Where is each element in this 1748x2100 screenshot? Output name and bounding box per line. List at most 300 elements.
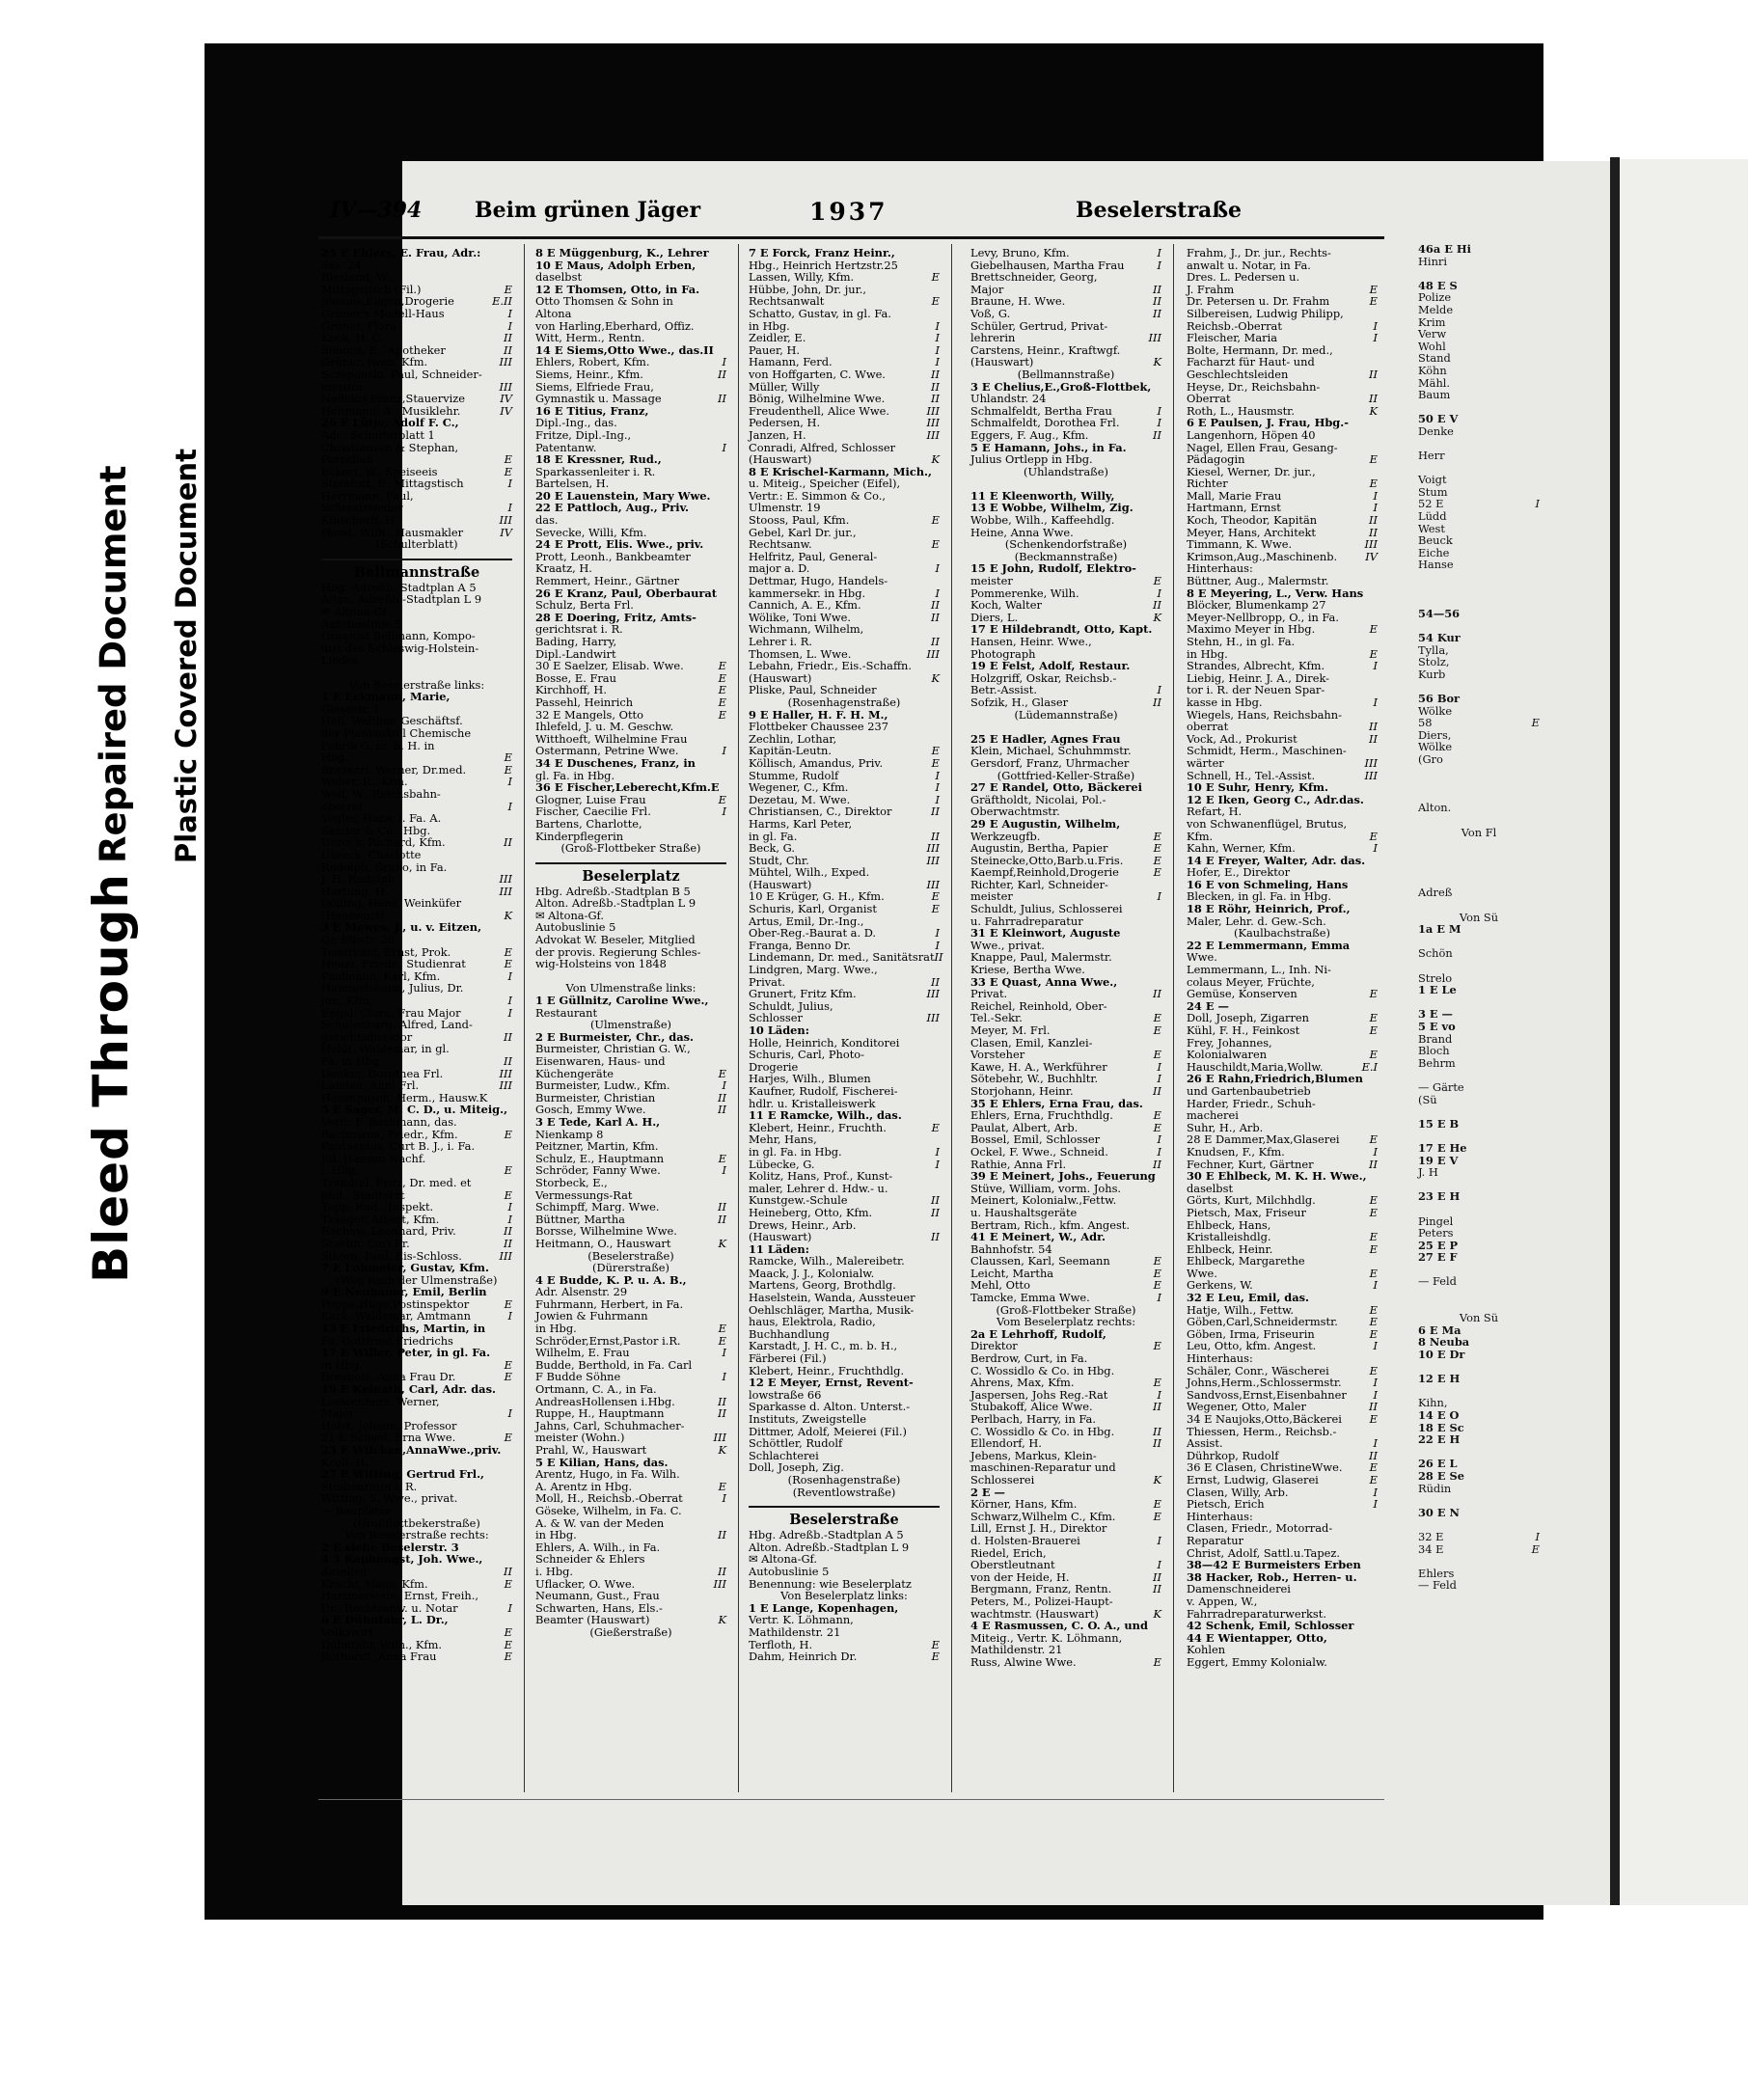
directory-entry-line: 54—56 <box>1418 606 1461 620</box>
directory-entry-line: anwalt u. Notar, in Fa. <box>1187 258 1311 272</box>
directory-entry-line: Zechlin, Lothar, <box>749 731 837 746</box>
directory-entry-line: Engel, Clara, Frau Major I <box>321 1005 512 1020</box>
directory-entry-line: Lindemann, Dr. med., Sanitätsrat II <box>749 950 943 965</box>
directory-entry-line: gerichtsdirektor II <box>321 1029 512 1044</box>
directory-entry-line <box>1418 571 1540 584</box>
directory-entry-line: Klebert, Heinr., Fruchth. E <box>749 1120 940 1134</box>
directory-entry-line: Sander & Co., Hbg. <box>321 823 431 837</box>
directory-entry-line: Eggers, F. Aug., Kfm. II <box>970 427 1161 442</box>
directory-entry-line: (Großflottbekerstraße) <box>353 1515 480 1530</box>
directory-entry-line: Von Beselerstraße rechts: <box>344 1528 489 1542</box>
directory-entry-line: daselbst <box>1187 1181 1234 1195</box>
directory-entry-line: der Planktokoll Chemische <box>321 725 472 740</box>
directory-entry-line: (Beckmannstraße) <box>1014 549 1118 563</box>
directory-entry-line: Vorsteher E <box>970 1048 1161 1062</box>
directory-entry-line: Bönig, Wilhelmine Wwe. II <box>749 392 940 406</box>
directory-entry-line: 3 E Mewes, J., u. v. Eitzen, <box>321 920 482 935</box>
directory-entry-line: Alton. <box>1418 801 1452 815</box>
directory-entry-line: Dahm, Heinrich Dr. E <box>749 1650 940 1664</box>
directory-entry-line: (Hauswart) K <box>970 355 1161 369</box>
directory-entry-line: 8 E Müggenburg, K., Lehrer <box>535 246 709 259</box>
directory-entry-line: Von Fl <box>1461 825 1497 839</box>
street-heading: Bellmannstraße <box>321 559 512 582</box>
directory-entry-line: Fischer, Caecilie Frl. I <box>535 805 726 819</box>
directory-entry-line: Krimson,Aug.,Maschinenb. IV <box>1187 549 1378 563</box>
directory-entry-line: Rüdin <box>1418 1481 1452 1495</box>
directory-entry-line: Liebig, Heinr. J. A., Direk- <box>1187 670 1330 685</box>
directory-entry-line: Giesestr. 1 <box>321 701 381 716</box>
directory-entry-line <box>1418 960 1540 972</box>
directory-entry-line: Porzellan E <box>321 452 512 467</box>
directory-entry-line: Jowien & Fuhrmann <box>535 1309 648 1323</box>
directory-entry-line: Strandes, Albrecht, Kfm. I <box>1187 659 1378 673</box>
directory-entry-line: Schwarten, Hans, Els.- <box>535 1600 663 1615</box>
directory-entry-line: — Feld <box>1418 1578 1457 1593</box>
directory-entry-line <box>1418 584 1540 596</box>
directory-entry-line: Terfloth, H. E <box>749 1637 940 1651</box>
directory-entry-line: Schmidt, Herm., Maschinen- <box>1187 744 1347 758</box>
directory-entry-line: Kiesel, Werner, Dr. jur., <box>1187 464 1316 478</box>
directory-entry-line: Mittagstisch (Fil.) E <box>321 282 512 296</box>
directory-entry-line: Direktor E <box>970 1339 1161 1353</box>
directory-entry-line: 12 E Thomsen, Otto, in Fa. <box>535 282 700 296</box>
directory-entry-line: Bergmann, Franz, Rentn. II <box>970 1582 1161 1596</box>
directory-entry-line: Leu, Otto, kfm. Angest. I <box>1187 1339 1378 1353</box>
directory-entry-line: Restaurant <box>535 1005 598 1020</box>
directory-entry-line: Wiegels, Hans, Reichsbahn- <box>1187 707 1342 722</box>
directory-entry-line: Göben,Carl,Schneidermstr. E <box>1187 1315 1378 1329</box>
directory-entry-line: Storbeck, E., <box>535 1175 608 1189</box>
directory-entry-line: Uszeck, Charlotte <box>321 847 422 861</box>
directory-entry-line: 39 E Meinert, Johs., Feuerung <box>970 1169 1156 1184</box>
directory-entry-line: Fritze, Dipl.-Ing., <box>535 427 632 442</box>
directory-entry-line: Pantaenius, Curt B. J., i. Fa. <box>321 1139 476 1154</box>
directory-entry-line: Franga, Benno Dr. I <box>749 938 940 952</box>
directory-entry-line: Holle, Heinrich, Konditorei <box>749 1035 900 1050</box>
directory-entry-line: Fabrik G. m. b. H. in <box>321 738 435 752</box>
directory-entry-line: Wobbe, Wilh., Kaffeehdlg. <box>970 513 1115 528</box>
directory-entry-line <box>1418 1494 1540 1507</box>
directory-entry-line: Hatje, Wilh., Fettw. E <box>1187 1302 1378 1317</box>
directory-entry-line: Hbg. Adreßb.-Stadtplan A 5 <box>749 1528 904 1542</box>
directory-entry-line: Wilhelm, E. Frau I <box>535 1346 726 1360</box>
directory-entry-line: 7 E Lohmeier, Gustav, Kfm. <box>321 1261 489 1275</box>
directory-entry-line: Kroll, H. <box>321 1455 369 1469</box>
directory-entry-line: Prott, Leonh., Bankbeamter <box>535 549 691 563</box>
directory-entry-line: J. H. Rudolph III <box>321 872 512 886</box>
directory-entry-line: Hbg. E <box>321 750 512 765</box>
directory-entry-line: Drogerie <box>749 1059 799 1074</box>
directory-entry-line: Von Beselerstraße links: <box>348 677 485 692</box>
directory-entry-line: Hell, Walther, Geschäftsf. <box>321 714 463 728</box>
directory-entry-line: Maximo Meyer in Hbg. E <box>1187 622 1378 637</box>
directory-entry-line: West <box>1418 521 1445 535</box>
directory-entry-line: A. Arentz in Hbg. E <box>535 1479 726 1493</box>
directory-entry-line: Silbereisen, Ludwig Philipp, <box>1187 306 1344 320</box>
directory-entry-line: Harms, Karl Peter, <box>749 816 853 831</box>
directory-entry-line: 21 E Scheel, Erna Wwe. E <box>321 1431 512 1445</box>
directory-entry-line: Stüve, William, vorm. Johs. <box>970 1181 1122 1195</box>
directory-entry-line: Lindgren, Marg. Wwe., <box>749 963 878 977</box>
directory-entry-line: d. Holsten-Brauerei I <box>970 1533 1161 1547</box>
directory-entry-line: Meyer, M. Frl. E <box>970 1023 1161 1037</box>
directory-entry-line: Mall, Marie Frau I <box>1187 488 1378 503</box>
directory-entry-line: (Gießerstraße) <box>589 1624 672 1639</box>
directory-entry-line: Remmert, Heinr., Gärtner <box>535 574 680 588</box>
directory-entry-line: Hartmann, Ernst I <box>1187 501 1378 515</box>
directory-entry-line: Schöttler, Rudolf <box>749 1436 843 1451</box>
directory-entry-line: Stumme, Rudolf I <box>749 768 940 782</box>
directory-entry-line: in Hbg. E <box>1187 646 1378 661</box>
directory-entry-line: Riedel, Erich, <box>970 1545 1047 1560</box>
directory-entry-line: Levy, Bruno, Kfm. I <box>970 246 1161 259</box>
directory-entry-line: Sczepanski, Paul, Schneider- <box>321 367 482 381</box>
directory-entry-line: Bossel, Emil, Schlosser I <box>970 1132 1161 1147</box>
directory-entry-line: Burmeister, Christian G. W., <box>535 1042 691 1056</box>
directory-entry-line: Cannich, A. E., Kfm. II <box>749 598 940 613</box>
directory-entry-line: Trendtel, Fritz, Dr. med. et <box>321 1175 472 1189</box>
directory-entry-line: Nagel, Ellen Frau, Gesang- <box>1187 440 1338 454</box>
directory-entry-line: Kühl, F. H., Feinkost E <box>1187 1023 1378 1037</box>
directory-entry-line: Mathildenstr. 21 <box>749 1624 841 1639</box>
directory-entry-line: Ernst, Ludwig, Glaserei E <box>1187 1472 1378 1486</box>
directory-entry-line: Schwarz,Wilhelm C., Kfm. E <box>970 1509 1161 1523</box>
directory-entry-line: 13 E Wobbe, Wilhelm, Zig. <box>970 501 1133 515</box>
directory-entry-line: Berdrow, Curt, in Fa. <box>970 1351 1088 1366</box>
directory-entry-line: Carstens, Heinr., Kraftwgf. <box>970 342 1121 357</box>
directory-entry-line: Helfritz, Paul, General- <box>749 549 878 563</box>
directory-entry-line: Göben, Irma, Friseurin E <box>1187 1326 1378 1341</box>
directory-entry-line: 24 E Prott, Elis. Wwe., priv. <box>535 537 704 552</box>
directory-entry-line: 8 Neuba <box>1418 1335 1470 1350</box>
directory-entry-line: Rechtsanwalt E <box>749 294 940 309</box>
directory-entry-line: Dres. L. Pedersen u. <box>1187 270 1300 285</box>
directory-entry-line: major a. D. I <box>749 561 940 576</box>
directory-entry-line: Meinert, Kolonialw.,Fettw. <box>970 1193 1117 1208</box>
directory-entry-line: 58 E <box>1418 716 1540 730</box>
directory-entry-line: Borsse, Wilhelmine Wwe. <box>535 1224 677 1239</box>
directory-entry-line: (Rosenhagenstraße) <box>787 695 901 709</box>
directory-entry-line: Gräftholdt, Nicolai, Pol.- <box>970 792 1106 806</box>
directory-entry-line: Ahrens, Max, Kfm. E <box>970 1376 1161 1390</box>
directory-entry-line: Dr., Rechtsanw. u. Notar I <box>321 1600 512 1615</box>
directory-entry-line: Kristalleishdlg. E <box>1187 1230 1378 1244</box>
directory-entry-line: 16 E Titius, Franz, <box>535 403 649 418</box>
directory-entry-line: Simons, E., Apotheker II <box>321 342 512 357</box>
directory-entry-line: Dezetau, M. Wwe. I <box>749 792 940 806</box>
directory-entry-line: Sparkasse d. Alton. Unterst.- <box>749 1400 911 1414</box>
directory-entry-line <box>1418 862 1540 875</box>
directory-entry-line: Vom Beselerplatz rechts: <box>996 1315 1136 1329</box>
directory-entry-line: in Hbg. E <box>535 1322 726 1336</box>
directory-entry-line: 5 E Sager, M. C. D., u. Miteig., <box>321 1103 508 1117</box>
directory-entry-line: 2 E siehe Beselerstr. 3 <box>321 1540 459 1554</box>
directory-entry-line: Privat. II <box>749 974 940 989</box>
directory-entry-line: Schmalfeldt, Bertha Frau I <box>970 403 1161 418</box>
directory-entry-line: Kunstgew.-Schule II <box>749 1193 940 1208</box>
directory-entry-line: Richter, Karl, Schneider- <box>970 877 1108 891</box>
directory-entry-line: Maler, Lehr. d. Gew.-Sch. <box>1187 914 1326 928</box>
directory-entry-line: 1 E Lange, Kopenhagen, <box>749 1600 899 1615</box>
directory-entry-line: (Groß-Flottbeker Straße) <box>560 841 701 856</box>
directory-entry-line: 1 E Eckmann, Marie, <box>321 690 451 704</box>
directory-entry-line: Wegener, Otto, Maler II <box>1187 1400 1378 1414</box>
directory-entry-line: Schulz, E., Hauptmann E <box>535 1151 726 1165</box>
directory-entry-line: Miteig., Vertr. K. Löhmann, <box>970 1630 1123 1645</box>
directory-entry-line: 19 E Kelnath, Carl, Adr. das. <box>321 1382 496 1397</box>
directory-entry-line: Lemmermann, L., Inh. Ni- <box>1187 963 1331 977</box>
directory-entry-line: Pingel <box>1418 1214 1454 1228</box>
directory-entry-line: Schneider & Ehlers <box>535 1552 645 1567</box>
directory-entry-line: nist des Schleswig-Holstein- <box>321 641 479 655</box>
directory-entry-line: Privat. II <box>970 987 1161 1001</box>
directory-entry-line: Lassen, Willy, Kfm. E <box>749 270 940 285</box>
directory-entry-line: Clasen, Willy, Arb. I <box>1187 1485 1378 1499</box>
directory-entry-line: Lebahn, Friedr., Eis.-Schaffn. <box>749 659 913 673</box>
directory-entry-line: Ihlefeld, J. u. M. Geschw. <box>535 720 674 734</box>
directory-entry-line: Major II <box>970 282 1161 296</box>
directory-entry-line: Wichmann, Wilhelm, <box>749 622 864 637</box>
directory-column-1 <box>321 247 512 1790</box>
directory-entry-line: Sötebehr, W., Buchhltr. I <box>970 1072 1161 1086</box>
directory-entry-line: 5 E vo <box>1418 1020 1456 1033</box>
directory-entry-line: Leicht, Martha E <box>970 1266 1161 1280</box>
directory-entry-line: Clasen, Friedr., Motorrad- <box>1187 1521 1333 1536</box>
directory-entry-line: 25 E Hadler, Agnes Frau <box>970 731 1121 746</box>
directory-entry-line: Teuerkauf, Ernst, Prok. E <box>321 944 512 959</box>
directory-entry-line: Rudolph, Bruno, in Fa. <box>321 859 448 874</box>
directory-entry-line: Burmeister, Ludw., Kfm. I <box>535 1078 726 1093</box>
directory-entry-line: Fa. in Hbg. II <box>321 1054 512 1068</box>
directory-entry-line: Oberwachtmstr. <box>970 805 1060 819</box>
directory-entry-line: 17 E He <box>1418 1140 1467 1155</box>
directory-entry-line: Hammerstein, Ernst, Freih., <box>321 1589 478 1603</box>
directory-entry-line: Martens, Georg, Brothdlg. <box>749 1278 896 1293</box>
directory-entry-line: meister III <box>321 379 512 394</box>
directory-entry-line: Schatto, Gustav, in gl. Fa. <box>749 306 891 320</box>
directory-entry-line: Schuris, Carl, Photo- <box>749 1048 865 1062</box>
directory-entry-line: Schröder, Fanny Wwe. I <box>535 1163 726 1178</box>
directory-entry-line: Strelo <box>1418 970 1453 985</box>
directory-entry-line: 34 E Naujoks,Otto,Bäckerei E <box>1187 1412 1378 1426</box>
directory-entry-line: Bolte, Hermann, Dr. med., <box>1187 342 1333 357</box>
directory-entry-line: AndreasHollensen i.Hbg. II <box>535 1394 726 1408</box>
directory-entry-line: Ostermann, Petrine Wwe. I <box>535 744 726 758</box>
directory-entry-line: Janzen, H. III <box>749 427 940 442</box>
directory-entry-line: Wölke <box>1418 703 1453 718</box>
directory-entry-line: Blöcker, Blumenkamp 27 <box>1187 598 1326 613</box>
directory-entry-line: Frey, Johannes, <box>1187 1035 1272 1050</box>
directory-entry-line: Vock, Ad., Prokurist II <box>1187 731 1378 746</box>
directory-entry-line: Clasen, Emil, Kanzlei- <box>970 1035 1093 1050</box>
directory-entry-line: Ellendorf, H. II <box>970 1436 1161 1451</box>
directory-entry-line: Kapitän-Leutn. E <box>749 744 940 758</box>
directory-entry-line: — Gärte <box>1418 1079 1464 1094</box>
directory-entry-line: Paulmann, Karl, Kfm. I <box>321 968 512 983</box>
directory-entry-line: Jebens, Markus, Klein- <box>970 1448 1097 1462</box>
directory-entry-line: 34 E Duschenes, Franz, in <box>535 755 696 770</box>
directory-entry-line: Heyse, Dr., Reichsbahn- <box>1187 379 1321 394</box>
directory-entry-line: 36 E Clasen, ChristineWwe. E <box>1187 1460 1378 1475</box>
plastic-covered-label: Plastic Covered Document <box>170 449 203 863</box>
directory-entry-line: Christiansen, C., Direktor II <box>749 805 940 819</box>
directory-entry-line: macherei <box>1187 1108 1239 1123</box>
directory-entry-line: 11 E Ramcke, Wilh., das. <box>749 1108 902 1123</box>
directory-entry-line: Frahm, J., Dr. jur., Rechts- <box>1187 246 1331 259</box>
directory-entry-line: 12 E Iken, Georg C., Adr.das. <box>1187 792 1364 806</box>
directory-entry-line: Hummelsheim, Julius, Dr. <box>321 981 464 995</box>
directory-entry-line: Siems, Heinr., Kfm. II <box>535 367 726 381</box>
directory-entry-line: Knudsen, F., Kfm. I <box>1187 1144 1378 1159</box>
directory-entry-line: Passehl, Heinrich E <box>535 695 726 709</box>
directory-column-4 <box>970 247 1161 1790</box>
directory-entry-line: 15 E B <box>1418 1116 1460 1131</box>
directory-entry-line: jur., Kfm. I <box>321 994 512 1008</box>
directory-entry-line: Beuck <box>1418 533 1453 548</box>
directory-entry-line: J. Frahm E <box>1187 282 1378 296</box>
directory-entry-line: C. Wossidlo & Co. in Hbg. <box>970 1363 1115 1377</box>
directory-entry-line: Kracht, Hans, Kfm. E <box>321 1576 512 1591</box>
directory-entry-line <box>1418 777 1540 790</box>
directory-entry-line: 3 E Tede, Karl A. H., <box>535 1114 661 1129</box>
directory-entry-line: Gymnastik u. Massage II <box>535 392 726 406</box>
directory-entry-line: lehrerin III <box>970 331 1161 345</box>
directory-entry-line: Tylla, <box>1418 642 1449 657</box>
directory-entry-line: Koch, Theodor, Kapitän II <box>1187 513 1378 528</box>
directory-entry-line: Schäler, Conr., Wäscherei E <box>1187 1363 1378 1377</box>
directory-entry-line: Schmalzsieder I <box>321 501 512 515</box>
directory-entry-line: Brand <box>1418 1031 1453 1046</box>
directory-entry-line: 14 E Freyer, Walter, Adr. das. <box>1187 853 1366 867</box>
directory-entry-line: meister I <box>970 889 1161 904</box>
directory-entry-line: 29 E Augustin, Wilhelm, <box>970 816 1121 831</box>
directory-entry-line: Peitzner, Martin, Kfm. <box>535 1139 659 1154</box>
directory-entry-line: Denker, Dorothea Frl. III <box>321 1066 512 1080</box>
directory-entry-line: Doll, Joseph, Zig. <box>749 1460 844 1475</box>
directory-entry-line: Köllisch, Amandus, Priv. E <box>749 755 940 770</box>
directory-entry-line: in Hbg. E <box>321 1357 512 1372</box>
directory-entry-line: Kaufner, Rudolf, Fischerei- <box>749 1083 898 1098</box>
directory-entry-line: Thiessen, Herm., Reichsb.- <box>1187 1424 1337 1438</box>
directory-entry-line: 27 E Witting, Gertrud Frl., <box>321 1467 485 1482</box>
page-number: IV—394 <box>330 198 423 223</box>
directory-entry-line: in Hbg. II <box>535 1528 726 1542</box>
directory-entry-line: Körner, Hans, Kfm. E <box>970 1497 1161 1512</box>
directory-entry-line: Eisenwaren, Haus- und <box>535 1054 666 1068</box>
directory-entry-line: Gemüse, Konserven E <box>1187 987 1378 1001</box>
directory-entry-line: 36 E Fischer,Leberecht,Kfm.E <box>535 780 720 795</box>
directory-entry-line: Kaempf,Reinhold,Drogerie E <box>970 865 1161 880</box>
directory-entry-line: 5 E Kilian, Hans, das. <box>535 1455 669 1469</box>
header-left-street: Beim grünen Jäger <box>475 198 701 223</box>
directory-entry-line: Karstadt, J. H. C., m. b. H., <box>749 1339 898 1353</box>
directory-entry-line: Schön <box>1418 946 1453 961</box>
page-gutter <box>1610 157 1620 1905</box>
directory-entry-line: oberrat II <box>1187 720 1378 734</box>
directory-entry-line: Reichel, Reinhold, Ober- <box>970 998 1107 1013</box>
directory-entry-line: 32 E I <box>1418 1529 1540 1543</box>
directory-entry-line: F Budde Söhne I <box>535 1370 726 1384</box>
directory-entry-line: 1a E M <box>1418 922 1461 937</box>
directory-entry-line: Schulz, Berta Frl. <box>535 598 634 613</box>
directory-entry-line: Reparatur <box>1187 1533 1243 1547</box>
directory-entry-line: maler, Lehrer d. Hdw.- u. <box>749 1181 888 1195</box>
directory-entry-line: Instituts, Zweigstelle <box>749 1412 867 1426</box>
directory-entry-line: Timmann, K. Wwe. III <box>1187 537 1378 552</box>
directory-entry-line: 4 E Budde, K. P. u. A. B., <box>535 1272 687 1287</box>
directory-entry-line: Hasenpusch, Herm., Hausw.K <box>321 1090 488 1105</box>
directory-entry-line: Görts, Kurt, Milchhdlg. E <box>1187 1193 1378 1208</box>
directory-entry-line: (Weg nach der Ulmenstraße) <box>336 1272 498 1287</box>
directory-entry-line: Grüner, Iwan, Kfm. III <box>321 355 512 369</box>
directory-entry-line: Polize <box>1418 290 1452 305</box>
directory-entry-line: Bertram, Rich., kfm. Angest. <box>970 1217 1131 1232</box>
directory-entry-line: (Hauswart) III <box>749 877 940 891</box>
directory-entry-line <box>970 477 1161 490</box>
header-right-street: Beselerstraße <box>1076 198 1243 223</box>
directory-entry-line: 19 E V <box>1418 1153 1459 1167</box>
directory-entry-line: Dölling, Hans, Weinküfer <box>321 896 462 911</box>
directory-entry-line: 14 E Siems,Otto Wwe., das.II <box>535 342 714 357</box>
directory-entry-line: u. Haushaltsgeräte <box>970 1205 1078 1219</box>
directory-entry-line: von Schwanenflügel, Brutus, <box>1187 816 1348 831</box>
directory-entry-line: 2a E Lehrhoff, Rudolf, <box>970 1326 1106 1341</box>
directory-entry-line: Ober-Reg.-Baurat a. D. I <box>749 926 940 941</box>
directory-entry-line: Pauer, H. I <box>749 342 940 357</box>
directory-entry-line: Blecken, in gl. Fa. in Hbg. <box>1187 889 1332 904</box>
directory-entry-line: Lehrer i. R. II <box>749 635 940 648</box>
directory-entry-line: Well, W., Reichsbahn- <box>321 786 441 801</box>
directory-column-3 <box>749 246 943 1790</box>
directory-entry-line: i. Hbg. II <box>535 1564 726 1578</box>
directory-entry-line: 32 E Mangels, Otto E <box>535 707 726 722</box>
directory-entry-line: Schimpff, Marg. Wwe. II <box>535 1200 726 1214</box>
directory-entry-line: u. Fahrradreparatur <box>970 914 1083 928</box>
directory-entry-line: Dührkop, Rudolf II <box>1187 1448 1378 1462</box>
directory-entry-line: (Uhlandstraße) <box>1024 464 1108 478</box>
directory-entry-line: Verw <box>1418 327 1447 341</box>
directory-entry-line: Maack, J. J., Kolonialw. <box>749 1266 875 1280</box>
directory-entry-line: Ehlbeck, Margarethe <box>1187 1254 1305 1268</box>
directory-entry-line: Artus, Emil, Dr.-Ing., <box>749 914 864 928</box>
directory-entry-line: — Feld <box>1418 1274 1457 1289</box>
directory-entry-line: 14 E O <box>1418 1408 1460 1422</box>
directory-entry-line: 46a E Hi <box>1418 242 1471 256</box>
directory-entry-line: meister (Wohn.) III <box>535 1431 726 1445</box>
directory-entry-line: Peters, M., Polizei-Haupt- <box>970 1594 1113 1608</box>
directory-entry-line: 42 Schenk, Emil, Schlosser <box>1187 1619 1354 1633</box>
directory-entry-line: Autobuslinie 5 <box>535 920 616 935</box>
directory-entry-line: Photograph <box>970 646 1036 661</box>
directory-entry-line: 26 E Rahn,Friedrich,Blumen <box>1187 1072 1363 1086</box>
directory-entry-line: Steinecke,Otto,Barb.u.Fris. E <box>970 853 1161 867</box>
directory-entry-line: 22 E Lemmermann, Emma <box>1187 938 1351 952</box>
directory-entry-line: Ehlbeck, Hans, <box>1187 1217 1271 1232</box>
directory-entry-line: Pietsch, Max, Friseur E <box>1187 1205 1378 1219</box>
directory-entry-line: Loewenherz, Werner, <box>321 1394 440 1408</box>
directory-entry-line: Wwe. E <box>1187 1266 1378 1280</box>
directory-entry-line: Kolonialwaren E <box>1187 1048 1378 1062</box>
directory-entry-line: Pommerenke, Wilh. I <box>970 586 1161 600</box>
directory-entry-line: 26 E Kranz, Paul, Oberbaurat <box>535 586 718 600</box>
directory-entry-line: (Kaulbachstraße) <box>1234 926 1330 941</box>
directory-entry-line: Fechner, Kurt, Gärtner II <box>1187 1157 1378 1171</box>
directory-entry-line: lowstraße 66 <box>749 1387 822 1402</box>
page-header <box>318 198 1384 231</box>
directory-entry-line: Denke <box>1418 423 1454 438</box>
directory-entry-line <box>1418 1288 1540 1300</box>
directory-entry-line: (Bellmannstraße) <box>1017 367 1115 381</box>
